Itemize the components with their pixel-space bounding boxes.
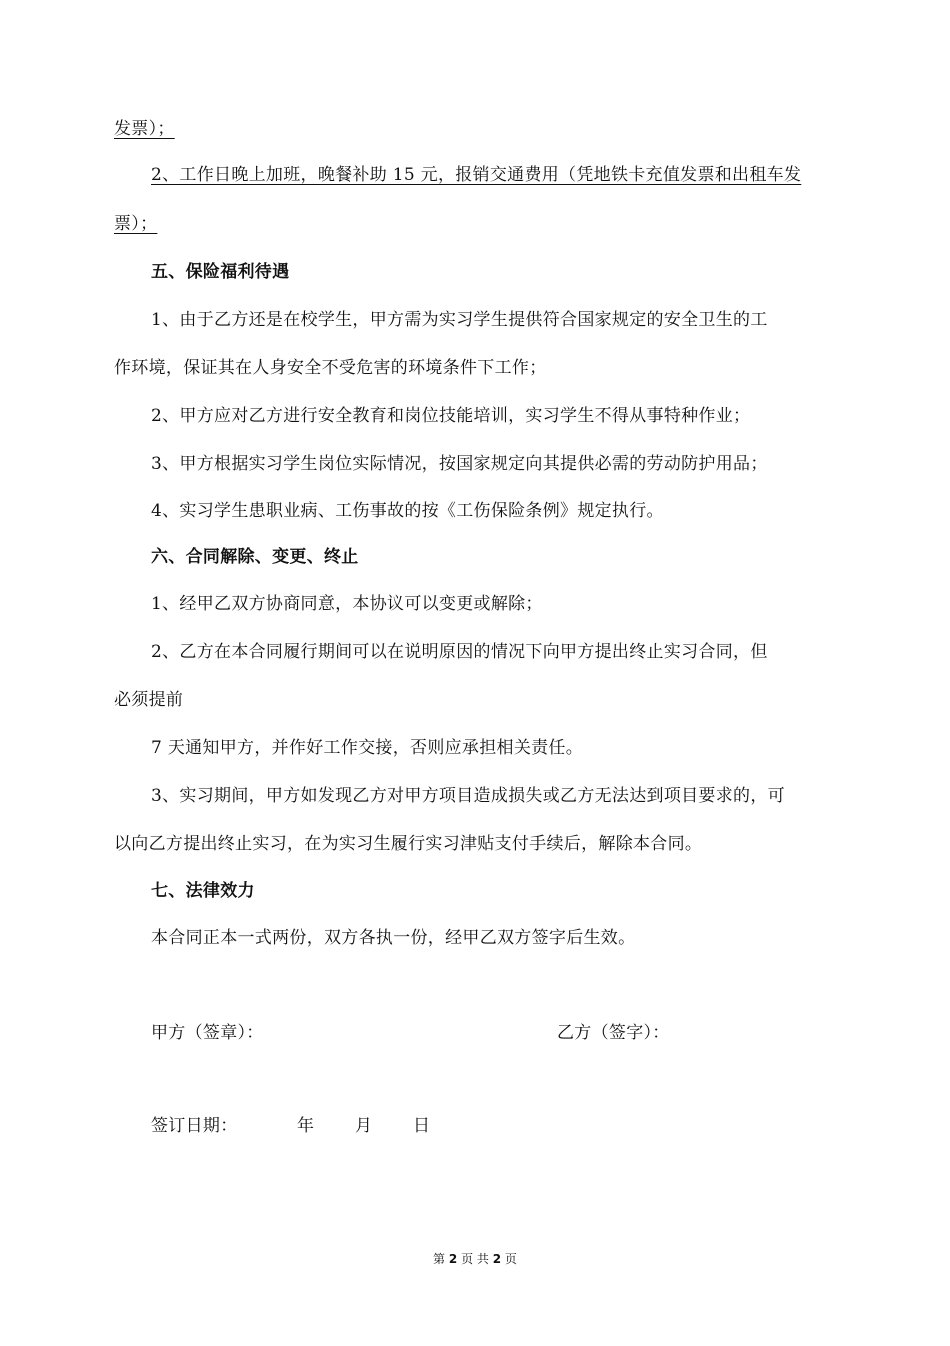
text-line: 必须提前 (114, 690, 184, 710)
text-line: 2、甲方应对乙方进行安全教育和岗位技能培训，实习学生不得从事特种作业； (151, 406, 751, 426)
footer-suffix: 页 (504, 1252, 517, 1266)
party-b-signature-label: 乙方（签字）： (557, 1023, 670, 1043)
page-footer (0, 1250, 950, 1267)
text-line: 2、乙方在本合同履行期间可以在说明原因的情况下向甲方提出终止实习合同，但 (151, 642, 768, 662)
text-line: 3、甲方根据实习学生岗位实际情况，按国家规定向其提供必需的劳动防护用品； (151, 454, 768, 474)
text-line: 7 天通知甲方，并作好工作交接，否则应承担相关责任。 (151, 738, 584, 758)
footer-total-pages: 2 (492, 1252, 502, 1266)
section-heading: 七、法律效力 (151, 881, 255, 901)
text-line: 本合同正本一式两份，双方各执一份，经甲乙双方签字后生效。 (151, 928, 636, 948)
sign-date-day: 日 (413, 1116, 431, 1136)
section-heading: 五、保险福利待遇 (151, 262, 290, 282)
sign-date-month: 月 (355, 1116, 373, 1136)
text-line: 1、由于乙方还是在校学生，甲方需为实习学生提供符合国家规定的安全卫生的工 (151, 310, 768, 330)
text-line: 1、经甲乙双方协商同意，本协议可以变更或解除； (151, 594, 543, 614)
footer-prefix: 第 (433, 1252, 446, 1266)
sign-date-label: 签订日期： (151, 1116, 238, 1136)
text-line: 发票）； (114, 119, 175, 139)
party-a-signature-label: 甲方（签章）： (151, 1023, 264, 1043)
sign-date-year: 年 (297, 1116, 315, 1136)
section-heading: 六、合同解除、变更、终止 (151, 547, 359, 567)
text-line: 3、实习期间，甲方如发现乙方对甲方项目造成损失或乙方无法达到项目要求的，可 (151, 786, 785, 806)
text-line: 票）； (114, 214, 158, 234)
text-line: 作环境，保证其在人身安全不受危害的环境条件下工作； (114, 358, 547, 378)
text-line: 2、工作日晚上加班，晚餐补助 15 元，报销交通费用（凭地铁卡充值发票和出租车发 (151, 165, 802, 185)
text-line: 以向乙方提出终止实习，在为实习生履行实习津贴支付手续后，解除本合同。 (114, 834, 703, 854)
footer-page-number: 2 (448, 1252, 458, 1266)
footer-mid: 页 共 (461, 1252, 489, 1266)
text-line: 4、实习学生患职业病、工伤事故的按《工伤保险条例》规定执行。 (151, 501, 664, 521)
